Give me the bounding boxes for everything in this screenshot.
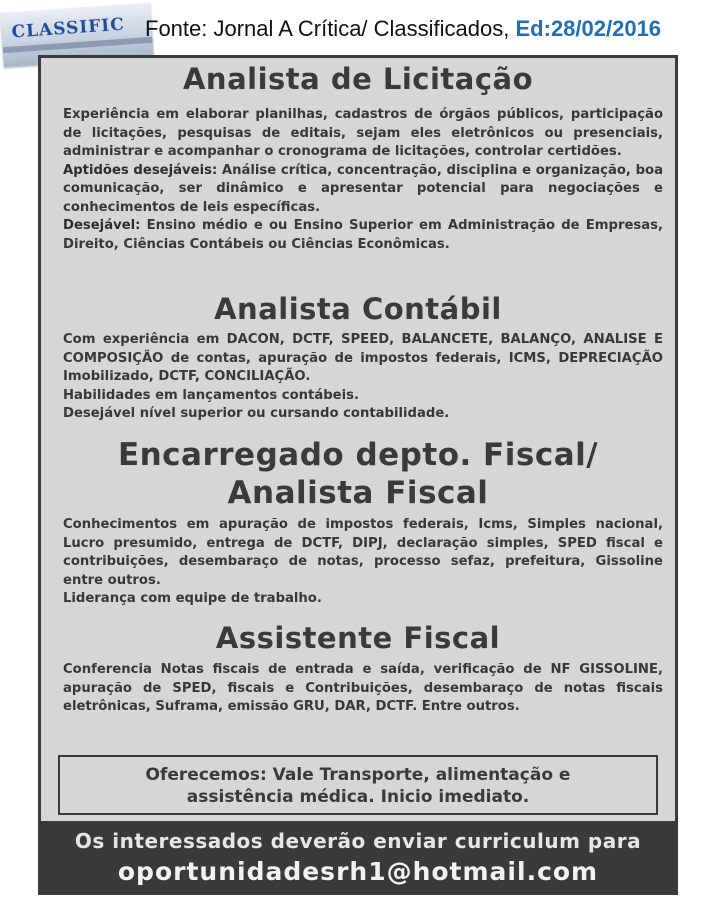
job-paragraph: [63, 661, 663, 717]
offer-box: [58, 755, 658, 815]
paragraph-text: Ensino médio e ou Ensino Superior em Administração de Empresas, Direito, Ciências Contábeis ou Ciências Econômicas.: [63, 218, 663, 252]
job-paragraph: [63, 331, 663, 387]
job-paragraph: [63, 387, 663, 406]
offer-label: Oferecemos:: [145, 765, 267, 785]
offer-text-1: Vale Transporte, alimentação e: [266, 765, 571, 785]
job-paragraph: [63, 405, 663, 424]
source-edition: Ed:28/02/2016: [515, 16, 662, 41]
job-description-analista-licitacao: [63, 106, 663, 254]
job-ad: [38, 55, 678, 895]
job-paragraph: [63, 106, 663, 162]
contact-instruction: Os interessados deverão enviar curriculum para: [74, 829, 642, 853]
paragraph-text: Conferencia Notas fiscais de entrada e saída, verificação de NF GISSOLINE, apuração de SPED, fiscais e Contribuições, desembaraço de notas fiscais eletrônicas, Suframa, emissão GRU, DAR, DCTF. Entre outros.: [63, 662, 663, 714]
job-description-assistente-fiscal: [63, 661, 663, 717]
job-paragraph: [63, 217, 663, 254]
logo-text: CLASSIFIC: [10, 14, 126, 43]
job-paragraph: [63, 162, 663, 218]
job-title-analista-licitacao: Analista de Licitação: [182, 62, 534, 96]
job-title-line-2: Analista Fiscal: [227, 475, 489, 511]
job-paragraph: [63, 516, 663, 590]
contact-footer: [41, 821, 675, 895]
job-title-assistente-fiscal: Assistente Fiscal: [215, 621, 501, 655]
contact-email: oportunidadesrh1@hotmail.com: [117, 857, 599, 886]
job-paragraph: [63, 590, 663, 609]
job-title-analista-contabil: Analista Contábil: [214, 292, 502, 326]
paragraph-text: Liderança com equipe de trabalho.: [63, 591, 322, 606]
source-label: Fonte: Jornal A Crítica/ Classificados,: [145, 16, 516, 41]
paragraph-text: Com experiência em DACON, DCTF, SPEED, BALANCETE, BALANÇO, ANALISE E COMPOSIÇÃO de contas, apuração de impostos federais, ICMS, DEPRECIAÇÃO Imobilizado, DCTF, CONCILIAÇÃO.: [63, 332, 663, 384]
source-header: [0, 0, 720, 48]
paragraph-label: Desejável:: [63, 218, 141, 233]
job-title-encarregado-fiscal: [41, 436, 675, 512]
job-description-analista-contabil: [63, 331, 663, 424]
source-caption: [145, 16, 661, 42]
paragraph-text: Experiência em elaborar planilhas, cadastros de órgãos públicos, participação de licitações, pesquisas de editais, sejam eles eletrônicos ou presenciais, administrar e acompanhar o cronograma de licitações, controlar certidões.: [63, 107, 663, 159]
job-description-encarregado-fiscal: [63, 516, 663, 609]
paragraph-text: Conhecimentos em apuração de impostos federais, Icms, Simples nacional, Lucro presumido, entrega de DCTF, DIPJ, declaração simples, SPED fiscal e contribuições, desembaraço de notas, processo sefaz, prefeitura, Gissoline entre outros.: [63, 517, 663, 588]
paragraph-label: Aptidões desejáveis:: [63, 162, 218, 178]
offer-line-1: [60, 764, 656, 786]
paragraph-text: Habilidades em lançamentos contábeis.: [63, 387, 360, 403]
job-title-line-1: Encarregado depto. Fiscal/: [117, 437, 599, 473]
paragraph-text: Desejável nível superior ou cursando contabilidade.: [63, 406, 450, 421]
offer-line-2: assistência médica. Inicio imediato.: [186, 787, 530, 807]
paragraph-text: Análise crítica, concentração, disciplina e organização, boa comunicação, ser dinâmico e apresentar potencial para negociações e conhecimentos de leis específicas.: [63, 162, 663, 215]
